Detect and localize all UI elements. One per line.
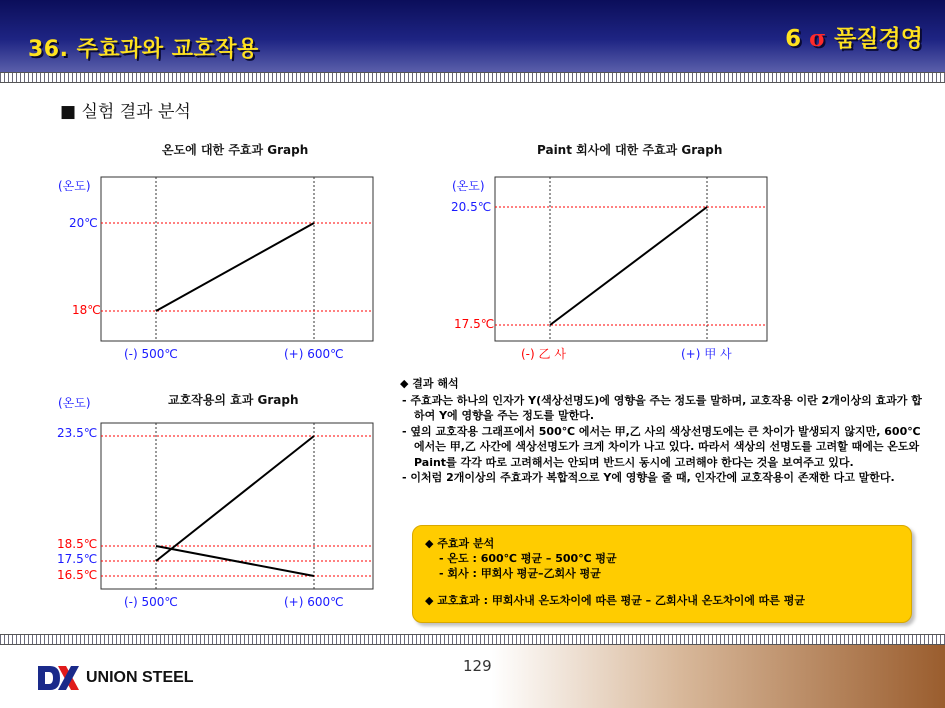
analysis-bullet-3: - 이처럼 2개이상의 주효과가 복합적으로 Y에 영향을 줄 때, 인자간에 교호작용이 존재한 다고 말한다. (402, 471, 895, 484)
section-heading: ■ 실험 결과 분석 (60, 102, 191, 122)
y-axis-label: (온도) (58, 396, 91, 410)
callout-line-interaction: ◆ 교호효과 : 甲회사내 온도차이에 따른 평균 – 乙회사내 온도차이에 따른 평균 (425, 594, 806, 607)
x-tick-label-low: (-) 500℃ (124, 595, 178, 609)
analysis-heading: ◆ 결과 해석 (400, 377, 459, 390)
x-tick-label-high: (+) 甲 사 (681, 347, 732, 361)
logo-number: 6 (785, 26, 802, 52)
analysis-text (400, 376, 925, 486)
company-name: UNION STEEL (86, 669, 194, 686)
callout-line-company: - 회사 : 甲회사 평균–乙회사 평균 (439, 567, 601, 580)
y-tick-label-high: 20℃ (69, 216, 98, 230)
y-tick-label-mid1: 18.5℃ (57, 537, 98, 551)
x-tick-label-low: (-) 乙 사 (521, 347, 566, 361)
y-tick-label-mid2: 17.5℃ (57, 552, 98, 566)
analysis-bullet-2: - 옆의 교호작용 그래프에서 500℃ 에서는 甲,乙 사의 색상선명도에는 큰 차이가 발생되지 않지만, 600℃ 에서는 甲,乙 사간에 색상선명도가 크게 차이가 나고 있다. 따라서 색상의 선명도를 고려할 때에는 온도와 Paint를 각각 따로 고려해서는 안되며 반드시 동시에 고려해야 한다는 것을 보여주고 있다. (402, 424, 921, 469)
decorative-band-bottom (0, 634, 945, 645)
logo-text: 품질경영 (834, 26, 923, 52)
chart-title-temperature: 온도에 대한 주효과 Graph (162, 143, 309, 157)
y-tick-label-low: 17.5℃ (454, 317, 495, 331)
effect-summary-callout (412, 525, 912, 623)
sigma-icon: σ (809, 25, 827, 52)
page-title: 36. 주효과와 교호작용 (28, 37, 259, 62)
x-tick-label-high: (+) 600℃ (284, 595, 344, 609)
y-axis-label: (온도) (452, 179, 485, 193)
company-logo (36, 660, 194, 696)
plot-area (101, 423, 373, 589)
y-tick-label-low: 18℃ (72, 303, 101, 317)
y-axis-label: (온도) (58, 179, 91, 193)
analysis-bullet-1: - 주효과는 하나의 인자가 Y(색상선명도)에 영향을 주는 정도를 말하며, 교호작용 이란 2개이상의 효과가 합하여 Y에 영향을 주는 정도를 말한다. (402, 393, 922, 422)
y-tick-label-low: 16.5℃ (57, 568, 98, 582)
y-tick-label-top: 23.5℃ (57, 426, 98, 440)
x-tick-label-high: (+) 600℃ (284, 347, 344, 361)
union-steel-logo-icon (36, 663, 80, 693)
page-number: 129 (463, 657, 492, 675)
callout-line-temperature: - 온도 : 600℃ 평균 – 500℃ 평균 (439, 552, 617, 565)
chart-title-paint: Paint 회사에 대한 주효과 Graph (537, 143, 723, 157)
y-tick-label-high: 20.5℃ (451, 200, 492, 214)
x-tick-label-low: (-) 500℃ (124, 347, 178, 361)
chart-title-interaction: 교호작용의 효과 Graph (168, 393, 299, 407)
callout-heading: ◆ 주효과 분석 (425, 537, 495, 550)
